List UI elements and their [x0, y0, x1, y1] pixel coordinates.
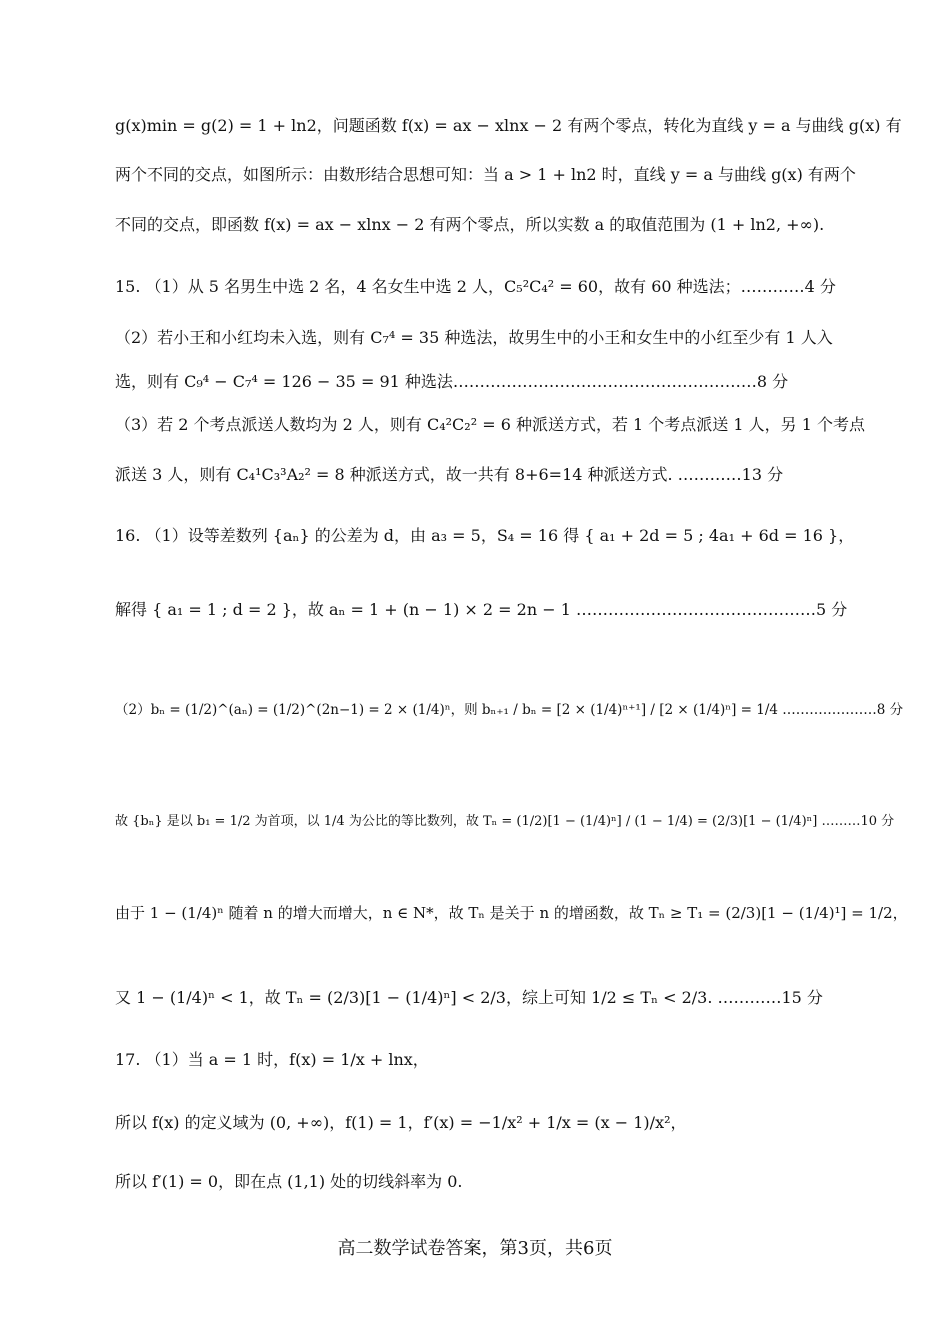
q17-domain: 所以 f(x) 的定义域为 (0, +∞)，f(1) = 1，f′(x) = −1/x² + 1/x = (x − 1)/x²，: [115, 1113, 687, 1132]
line-2: 两个不同的交点，如图所示：由数形结合思想可知：当 a > 1 + ln2 时，直线 y = a 与曲线 g(x) 有两个: [115, 165, 856, 184]
q15-part2-cont: 选，则有 C₉⁴ − C₇⁴ = 126 − 35 = 91 种选法…………………………………………………8 分: [115, 372, 789, 391]
q16-increasing: 由于 1 − (1/4)ⁿ 随着 n 的增大而增大，n ∈ N*，故 Tₙ 是关于 n 的增函数，故 Tₙ ≥ T₁ = (2/3)[1 − (1/4)¹] = 1/2，: [115, 904, 908, 922]
q16-part1-solve: 解得 { a₁ = 1 ; d = 2 }，故 aₙ = 1 + (n − 1) × 2 = 2n − 1 ………………………………………5 分: [115, 600, 848, 619]
q16-part2: （2）bₙ = (1/2)^(aₙ) = (1/2)^(2n−1) = 2 × (1/4)ⁿ，则 bₙ₊₁ / bₙ = [2 × (1/4)ⁿ⁺¹] / [2 × (1/4)ⁿ] = 1/4 …………………8 分: [115, 702, 904, 718]
q17-slope: 所以 f′(1) = 0，即在点 (1,1) 处的切线斜率为 0.: [115, 1172, 463, 1191]
q16-sum: 故 {bₙ} 是以 b₁ = 1/2 为首项，以 1/4 为公比的等比数列，故 Tₙ = (1/2)[1 − (1/4)ⁿ] / (1 − 1/4) = (2/3)[1 − (1/4)ⁿ] ………10 分: [115, 814, 895, 829]
q16-conclusion: 又 1 − (1/4)ⁿ < 1，故 Tₙ = (2/3)[1 − (1/4)ⁿ] < 2/3，综上可知 1/2 ≤ Tₙ < 2/3. …………15 分: [115, 988, 823, 1007]
q17-part1: 17. （1）当 a = 1 时，f(x) = 1/x + lnx，: [115, 1050, 429, 1069]
q15-part3-cont: 派送 3 人，则有 C₄¹C₃³A₂² = 8 种派送方式，故一共有 8+6=14 种派送方式. …………13 分: [115, 465, 784, 484]
line-3: 不同的交点，即函数 f(x) = ax − xlnx − 2 有两个零点，所以实数 a 的取值范围为 (1 + ln2, +∞).: [115, 215, 825, 234]
page-footer: 高二数学试卷答案，第3页，共6页: [337, 1238, 613, 1259]
q15-part2: （2）若小王和小红均未入选，则有 C₇⁴ = 35 种选法，故男生中的小王和女生中的小红至少有 1 人入: [115, 328, 833, 347]
q15-part1: 15. （1）从 5 名男生中选 2 名，4 名女生中选 2 人，C₅²C₄² = 60，故有 60 种选法；…………4 分: [115, 277, 836, 296]
q16-part1: 16. （1）设等差数列 {aₙ} 的公差为 d，由 a₃ = 5，S₄ = 16 得 { a₁ + 2d = 5 ; 4a₁ + 6d = 16 }，: [115, 526, 855, 545]
q15-part3: （3）若 2 个考点派送人数均为 2 人，则有 C₄²C₂² = 6 种派送方式，若 1 个考点派送 1 人，另 1 个考点: [115, 415, 866, 434]
line-1: g(x)min = g(2) = 1 + ln2，问题函数 f(x) = ax − xlnx − 2 有两个零点，转化为直线 y = a 与曲线 g(x) 有: [115, 116, 902, 135]
